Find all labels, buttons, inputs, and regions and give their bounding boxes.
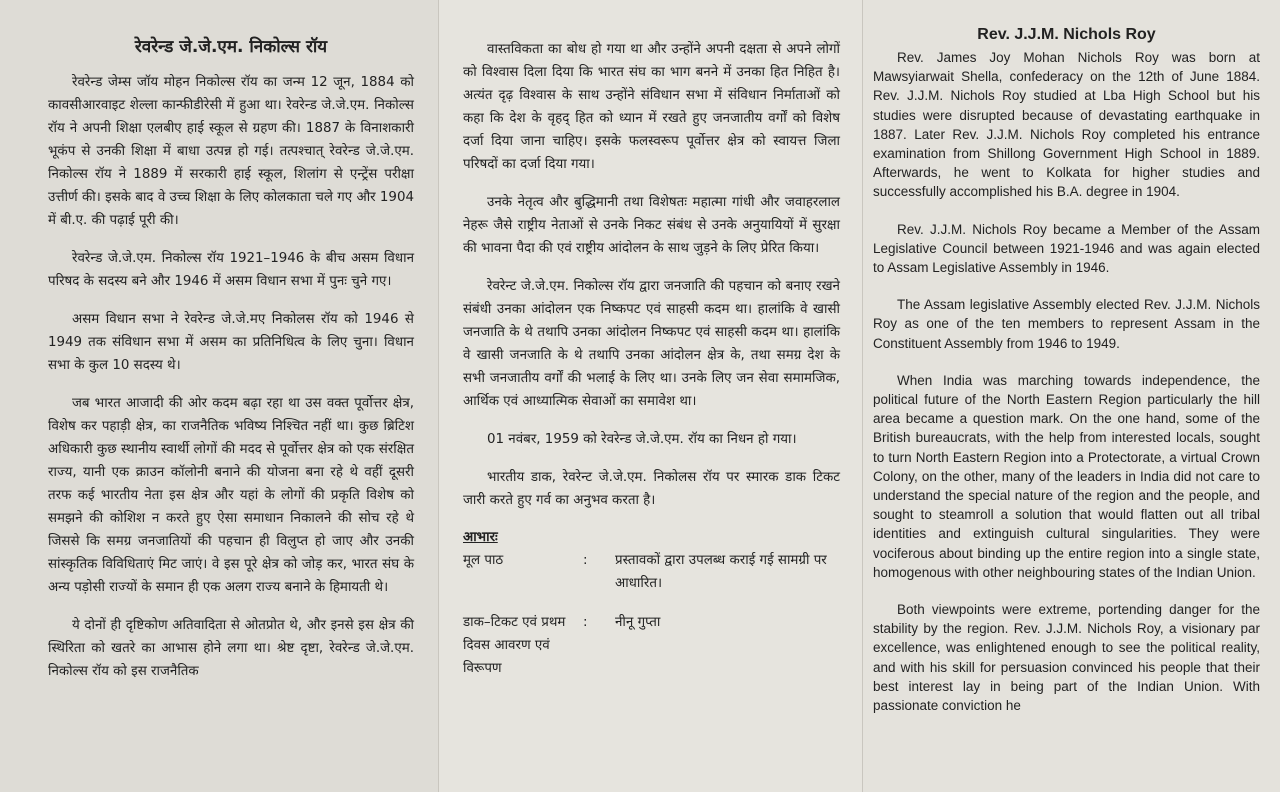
hindi-column-1	[0, 0, 438, 792]
acknowledgement-row	[463, 549, 840, 595]
hindi-paragraph: उनके नेतृत्व और बुद्धिमानी तथा विशेषतः महात्मा गांधी और जवाहरलाल नेहरू जैसे राष्ट्रीय नेताओं से उनके निकट संबंध से उनके अनुयायियों में सुरक्षा की भावना पैदा की एवं राष्ट्रीय आंदोलन के साथ जुड़ने के लिए प्रेरित किया।	[463, 195, 840, 256]
hindi-paragraph: रेवरेन्ड जे.जे.एम. निकोल्स रॉय 1921–1946 के बीच असम विधान परिषद के सदस्य बने और 1946 में असम विधान सभा में पुनः चुने गए।	[48, 251, 414, 289]
acknowledgement-row	[463, 611, 840, 680]
hindi-column-2	[438, 0, 862, 792]
hindi-paragraph: ये दोनों ही दृष्टिकोण अतिवादिता से ओतप्रोत थे, और इनसे इस क्षेत्र की स्थिरिता को खतरे का आभास होने लगा था। श्रेष्ट दृष्टा, रेवरेन्ड जे.जे.एम. निकोल्स रॉय को इस राजनैतिक	[48, 618, 414, 679]
hindi-paragraph: असम विधान सभा ने रेवरेन्ड जे.जे.मए निकोलस रॉय को 1946 से 1949 तक संविधान सभा में असम का प्रतिनिधित्व के लिए चुना। विधान सभा के कुल 10 सदस्य थे।	[48, 312, 414, 373]
hindi-paragraph: वास्तविकता का बोध हो गया था और उन्होंने अपनी दक्षता से अपने लोगों को विश्वास दिला दिया कि भारत संघ का भाग बनने में उनका हित निहित है। अत्यंत दृढ़ विश्वास के साथ उन्होंने संविधान सभा में संविधान निर्माताओं को कहा कि देश के वृहद् हित को ध्यान में रखते हुए जनजातीय वर्गों को विशेष दर्जा दिया जाना चाहिए। इसके फलस्वरूप पूर्वोत्तर क्षेत्र को स्वायत्त जिला परिषदों का दर्जा दिया गया।	[463, 42, 840, 172]
hindi-paragraph: जब भारत आजादी की ओर कदम बढ़ा रहा था उस वक्त पूर्वोत्तर क्षेत्र, विशेष कर पहाड़ी क्षेत्र, का राजनैतिक भविष्य निश्चित नहीं था। कुछ ब्रिटिश अधिकारी कुछ स्थानीय स्वार्थी लोगों की मदद से पूर्वोत्तर क्षेत्र को एक संरक्षित राज्य, यानी एक क्राउन कॉलोनी बनाने की योजना बना रहे थे वहीं दूसरी तरफ कई भारतीय नेता इस क्षेत्र और यहां के लोगों की प्रकृति विशेष को समझने की कोशिश न करते हुए ऐसा समाधान निकालने की सोच रहे थे जिससे कि समग्र जनजातियों की पहचान ही विलुप्त हो जाए और उनकी सांस्कृतिक विविधिताएं मिट जाएं। वे इस पूरे क्षेत्र को जोड़ कर, भारत संघ के अन्य पड़ोसी राज्यों के समान ही एक अलग राज्य बनाने के हिमायती थे।	[48, 396, 414, 595]
hindi-paragraph: भारतीय डाक, रेवरेन्ट जे.जे.एम. निकोलस रॉय पर स्मारक डाक टिकट जारी करते हुए गर्व का अनुभव करता है।	[463, 470, 840, 508]
english-paragraph: When India was marching towards independence, the political future of the North Eastern Region particularly the hill area became a question mark. On the one hand, some of the British bureaucrats, with the help from interested locals, sought to turn North Eastern Region into a Protectorate, a virtual Crown Colony, on the other, many of the leaders in India did not care to understand the special nature of the region and the people, and sought to steamroll a solution that would flatten out all tribal identities and extinguish cultural singularities. They were vociferous about binding up the entire region into a single state, homogenous with other neighbouring states of the Indian Union.	[873, 372, 1260, 580]
hindi-paragraph: रेवरेन्ट जे.जे.एम. निकोल्स रॉय द्वारा जनजाति की पहचान को बनाए रखने संबंधी उनका आंदोलन एक निष्कपट एवं साहसी कदम था। हालांकि वे खासी जनजाति के थे तथापि उनका आंदोलन निष्कपट एवं साहसी कदम था। हालांकि वे खासी जनजाति के थे तथापि उनका आंदोलन क्षेत्र के, तथा समग्र देश के सभी जनजातीय वर्गों की भलाई के लिए था। उनके लिए जन सेवा समामजिक, आर्थिक एवं आध्यात्मिक सेवाओं का समावेश था।	[463, 279, 840, 409]
ack-value: प्रस्तावकों द्वारा उपलब्ध कराई गई सामग्री पर आधारित।	[615, 553, 827, 591]
english-paragraph: Rev. J.J.M. Nichols Roy became a Member of the Assam Legislative Council between 1921-1946 and was again elected to Assam Legislative Assembly in 1946.	[873, 221, 1260, 276]
ack-separator: :	[583, 553, 588, 568]
ack-value: नीनू गुप्ता	[615, 615, 661, 630]
hindi-title: रेवरेन्ड जे.जे.एम. निकोल्स रॉय	[134, 37, 328, 57]
english-paragraph: Rev. James Joy Mohan Nichols Roy was born at Mawsyiarwait Shella, confederacy on the 12th of June 1884. Rev. J.J.M. Nichols Roy studied at Lba High School but his studies were disrupted because of devastating earthquake in 1887. Later Rev. J.J.M. Nichols Roy completed his entrance examination from Shillong Government High School in 1889. Afterwards, he went to Kolkata for higher studies and successfully accomplished his B.A. degree in 1904.	[873, 50, 1260, 200]
ack-key: डाक–टिकट एवं प्रथम दिवस आवरण एवं विरूपण	[463, 615, 566, 676]
ack-key: मूल पाठ	[463, 553, 504, 568]
english-paragraph: The Assam legislative Assembly elected Rev. J.J.M. Nichols Roy as one of the ten members to represent Assam in the Constituent Assembly from 1946 to 1949.	[873, 297, 1260, 351]
english-paragraph: Both viewpoints were extreme, portending danger for the stability by the region. Rev. J.J.M. Nichols Roy, a visionary par excellence, was enlightened enough to see the political reality, and with his skill for persuasion convinced his people that their best interest lay in being part of the Indian Union. With passionate conviction he	[873, 602, 1260, 714]
ack-separator: :	[583, 615, 588, 630]
english-title: Rev. J.J.M. Nichols Roy	[977, 26, 1156, 43]
acknowledgement-heading: आभारः	[463, 530, 498, 545]
hindi-paragraph: 01 नवंबर, 1959 को रेवरेन्ड जे.जे.एम. रॉय का निधन हो गया।	[487, 432, 797, 447]
english-column	[862, 0, 1280, 792]
hindi-paragraph: रेवरेन्ड जेम्स जॉय मोहन निकोल्स रॉय का जन्म 12 जून, 1884 को कावसीआरवाइट शेल्ला कान्फीडीरेसी में हुआ था। रेवरेन्ड जे.जे.एम. निकोल्स रॉय ने अपनी शिक्षा एलबीए हाई स्कूल से ग्रहण की। 1887 के विनाशकारी भूकंप से उनकी शिक्षा में बाधा उत्पन्न हो गई। तत्पश्चात् रेवरेन्ड जे.जे.एम. निकोल्स रॉय ने 1889 में सरकारी हाई स्कूल, शिलांग से एन्ट्रेंस परीक्षा उत्तीर्ण की। इसके बाद वे उच्च शिक्षा के लिए कोलकाता चले गए और 1904 में बी.ए. की पढ़ाई पूरी की।	[48, 75, 414, 228]
